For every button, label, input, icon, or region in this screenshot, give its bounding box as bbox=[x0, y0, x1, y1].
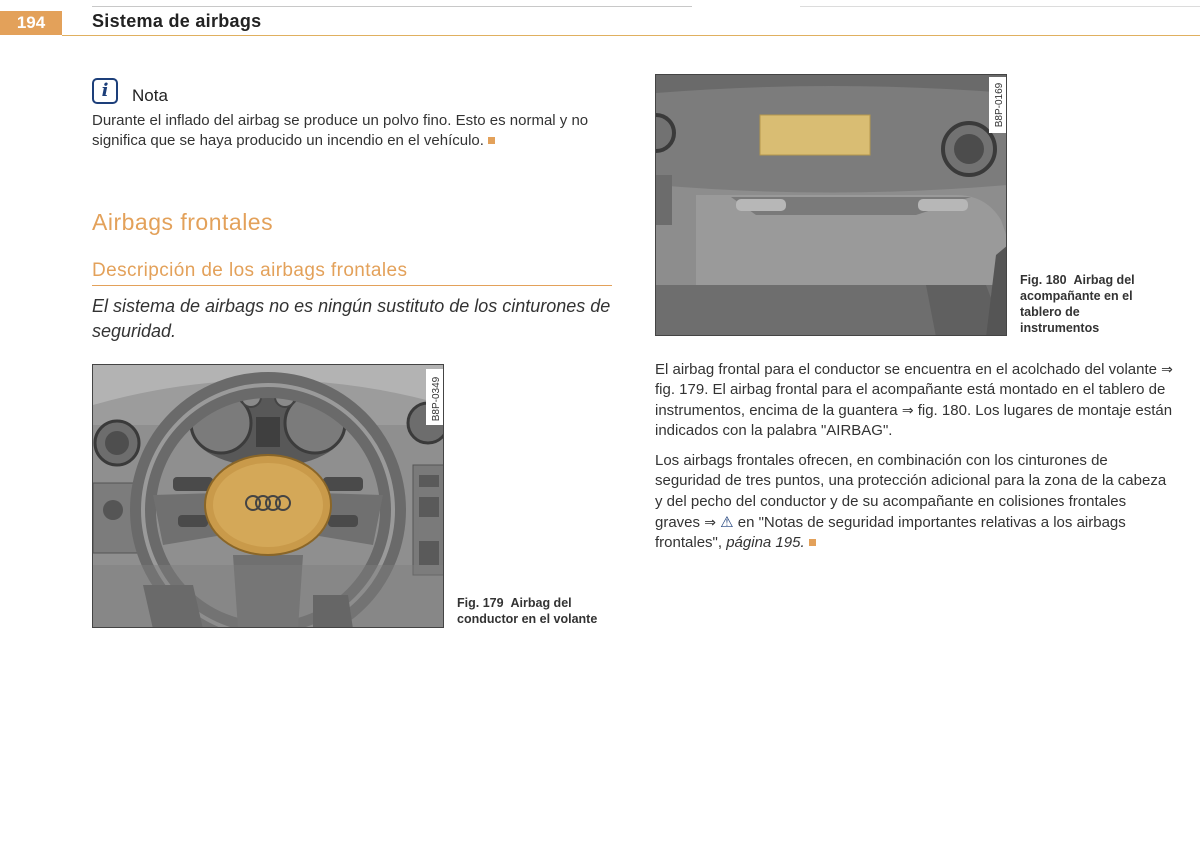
figure-code: B8P-0169 bbox=[994, 82, 1005, 128]
paragraph-1 bbox=[655, 360, 1175, 441]
p1-text-c: . Los lugares de montaje están indicados con la palabra "AIRBAG". bbox=[655, 401, 1173, 439]
caption-179-text: Airbag del conductor en el volante bbox=[457, 596, 598, 626]
paragraph-2 bbox=[655, 451, 1175, 553]
caption-179 bbox=[457, 595, 617, 627]
figure-180-dashboard bbox=[655, 74, 1007, 336]
p2-text-b: en "Notas de seguridad importantes relativas a los airbags frontales", bbox=[655, 514, 1126, 552]
page-number: 194 bbox=[0, 11, 62, 35]
figure-179-steering-wheel bbox=[92, 364, 444, 628]
note-text: Durante el inflado del airbag se produce un polvo fino. Esto es normal y no significa que se haya producido un incendio en el vehículo. bbox=[92, 112, 589, 149]
end-marker bbox=[488, 137, 495, 144]
caption-180-text: Airbag del acompañante en el tablero de instrumentos bbox=[1020, 273, 1135, 335]
page-link[interactable]: página 195. bbox=[726, 534, 805, 552]
fig-179-link[interactable]: fig. 179 bbox=[655, 381, 705, 399]
top-rule-right bbox=[800, 6, 1200, 7]
note-body bbox=[92, 111, 592, 151]
chapter-title: Sistema de airbags bbox=[92, 11, 262, 31]
end-marker bbox=[809, 539, 816, 546]
info-icon: i bbox=[92, 78, 118, 104]
header-rule bbox=[62, 35, 1200, 36]
figure-code: B8P-0349 bbox=[431, 376, 442, 422]
section-heading: Airbags frontales bbox=[92, 209, 274, 235]
page-header bbox=[0, 0, 1200, 38]
note-title: Nota bbox=[132, 86, 168, 105]
caption-180 bbox=[1020, 272, 1160, 336]
p2-text-a: Los airbags frontales ofrecen, en combinación con los cinturones de seguridad de tres puntos, una protección adicional para la zona de la cabeza y del pecho del conductor y de su acompañante en colisiones frontales graves bbox=[655, 452, 1167, 532]
subheading-rule bbox=[92, 285, 612, 286]
p1-text-b: . El airbag frontal para el acompañante está montado en el tablero de instrumentos, encima de la guantera bbox=[655, 381, 1166, 419]
dashboard-illustration bbox=[656, 75, 1007, 336]
steering-wheel-illustration bbox=[93, 365, 444, 628]
caption-179-number: Fig. 179 bbox=[457, 596, 504, 610]
caption-180-number: Fig. 180 bbox=[1020, 273, 1067, 287]
warning-icon[interactable]: ⚠ bbox=[720, 513, 734, 532]
arrow-icon: ⇒ bbox=[901, 402, 914, 419]
lead-text: El sistema de airbags no es ningún sustituto de los cinturones de seguridad. bbox=[92, 296, 611, 341]
section-subheading: Descripción de los airbags frontales bbox=[92, 260, 408, 281]
p1-text-a: El airbag frontal para el conductor se encuentra en el acolchado del volante bbox=[655, 361, 1162, 378]
top-rule bbox=[92, 6, 692, 7]
arrow-icon: ⇒ bbox=[1161, 362, 1173, 378]
arrow-icon: ⇒ bbox=[704, 515, 716, 532]
body-text bbox=[655, 360, 1175, 564]
fig-180-link[interactable]: fig. 180 bbox=[917, 401, 967, 419]
